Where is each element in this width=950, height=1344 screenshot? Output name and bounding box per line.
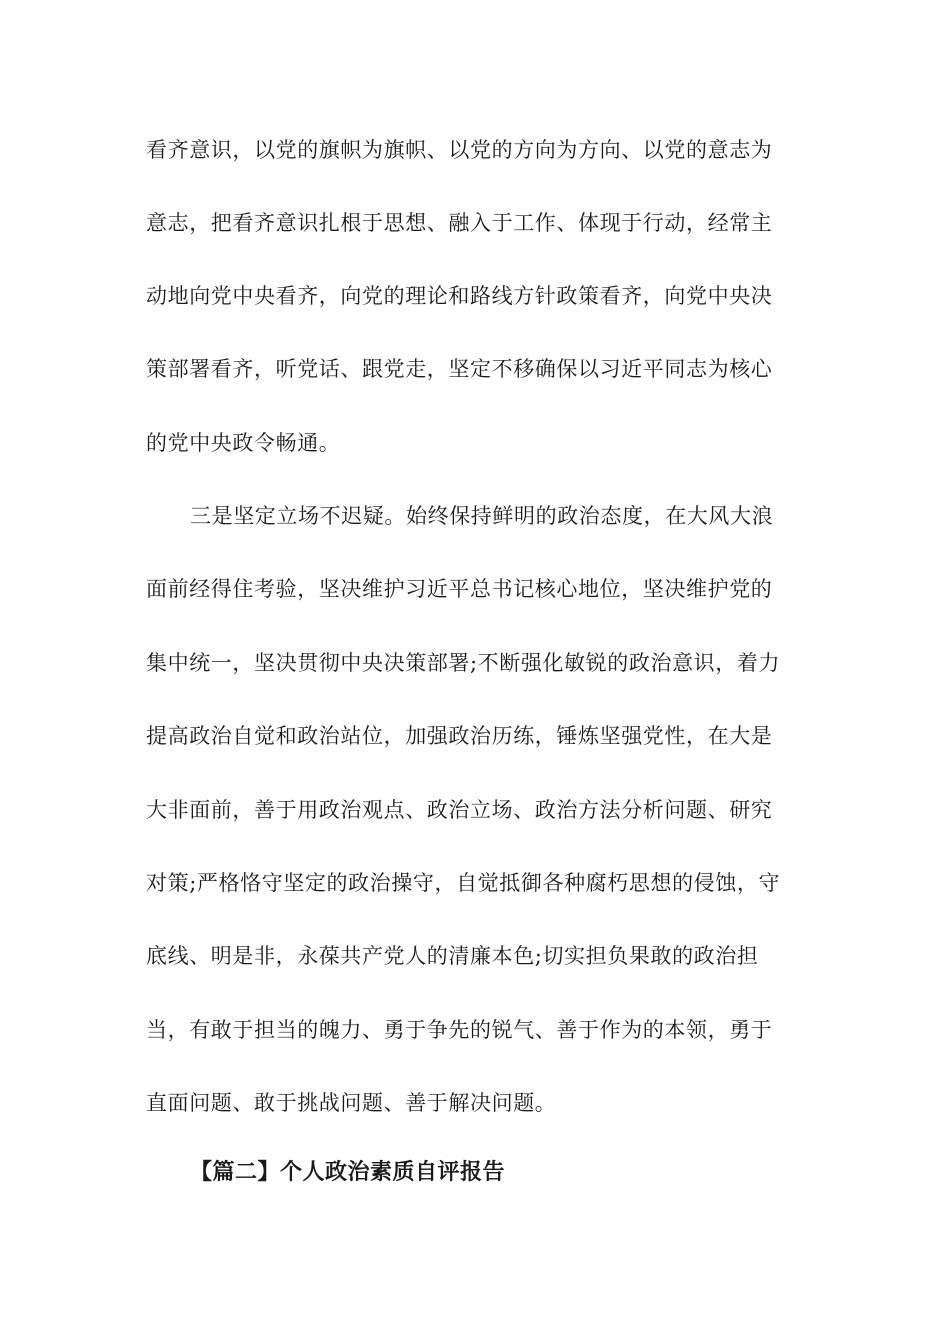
paragraph-line: 对策;严格恪守坚定的政治操守，自觉抵御各种腐朽思想的侵蚀，守 bbox=[146, 871, 781, 895]
paragraph-line: 提高政治自觉和政治站位，加强政治历练，锤炼坚强党性，在大是 bbox=[146, 724, 773, 748]
paragraph-line: 集中统一，坚决贯彻中央决策部署;不断强化敏锐的政治意识，着力 bbox=[146, 651, 781, 675]
paragraph-line: 大非面前，善于用政治观点、政治立场、政治方法分析问题、研究 bbox=[146, 798, 773, 822]
paragraph-line: 看齐意识，以党的旗帜为旗帜、以党的方向为方向、以党的意志为 bbox=[146, 138, 773, 162]
section-heading: 【篇二】个人政治素质自评报告 bbox=[190, 1160, 506, 1185]
paragraph-line: 当，有敢于担当的魄力、勇于争先的锐气、善于作为的本领，勇于 bbox=[146, 1018, 773, 1042]
paragraph-line: 意志，把看齐意识扎根于思想、融入于工作、体现于行动，经常主 bbox=[146, 211, 773, 235]
paragraph-line: 策部署看齐，听党话、跟党走，坚定不移确保以习近平同志为核心 bbox=[146, 357, 773, 381]
paragraph-line: 三是坚定立场不迟疑。始终保持鲜明的政治态度，在大风大浪 bbox=[190, 504, 774, 528]
paragraph-line: 面前经得住考验，坚决维护习近平总书记核心地位，坚决维护党的 bbox=[146, 577, 773, 601]
paragraph-line: 直面问题、敢于挑战问题、善于解决问题。 bbox=[146, 1091, 557, 1115]
paragraph-line: 底线、明是非，永葆共产党人的清廉本色;切实担负果敢的政治担 bbox=[146, 944, 759, 968]
paragraph-line: 动地向党中央看齐，向党的理论和路线方针政策看齐，向党中央决 bbox=[146, 284, 773, 308]
paragraph-line: 的党中央政令畅通。 bbox=[146, 431, 341, 455]
